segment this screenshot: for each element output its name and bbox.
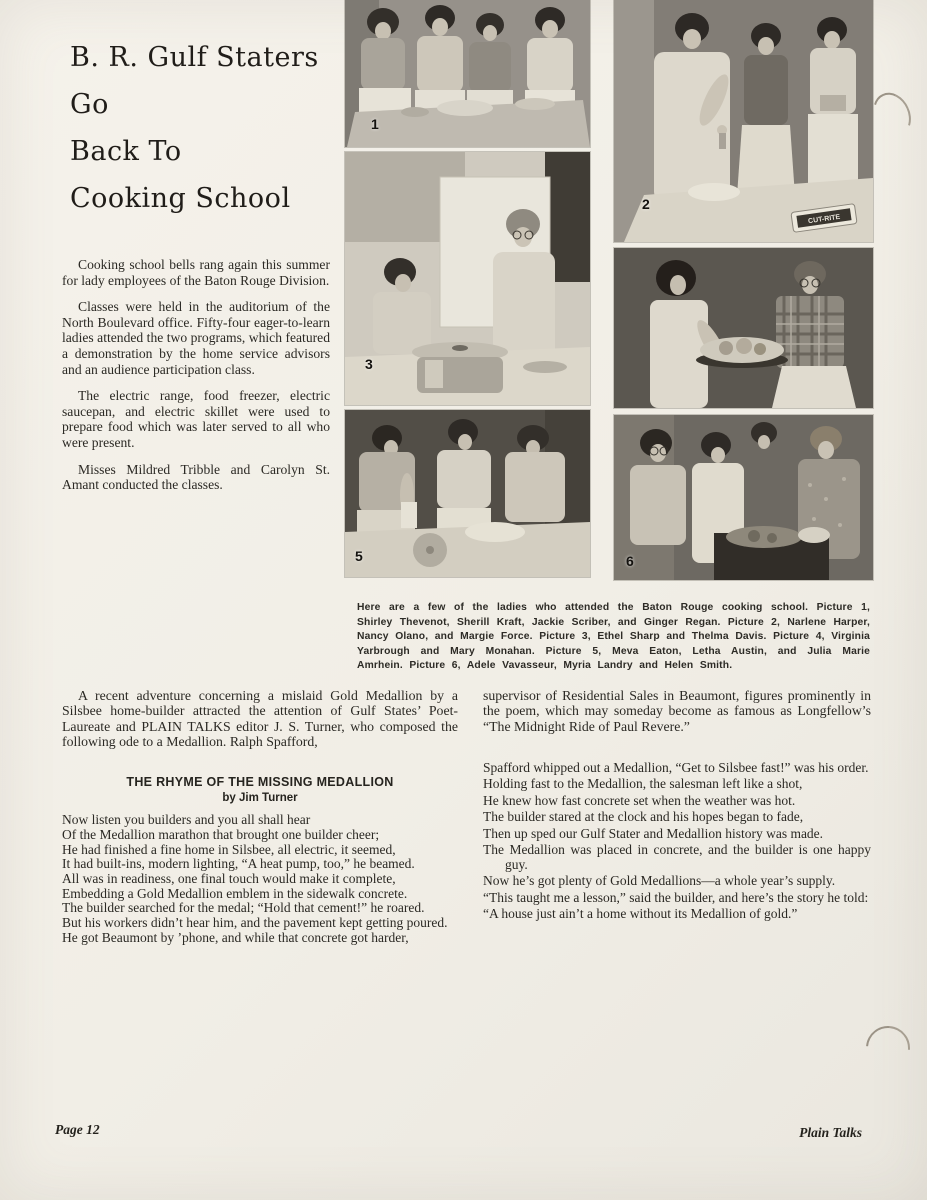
poem-line: The builder searched for the medal; “Hold that cement!” he roared. (62, 900, 425, 916)
photo-number: 6 (626, 553, 634, 569)
photo-5 (345, 410, 590, 577)
photo-4 (614, 248, 873, 408)
poem-line: Of the Medallion marathon that brought one builder cheer; (62, 826, 380, 842)
poem-line: He had finished a fine home in Silsbee, all electric, it seemed, (62, 841, 396, 857)
article-paragraph: Cooking school bells rang again this summer for lady employees of the Baton Rouge Division. (62, 257, 330, 288)
medallion-story-right-column (483, 688, 871, 924)
photo-number: 1 (371, 116, 379, 132)
photo-caption: Here are a few of the ladies who attended the Baton Rouge cooking school. Picture 1, Shirley Thevenot, Sherill Kraft, Jackie Scriber, and Ginger Regan. Picture 2, Narlene Harper, Nancy Olano, and Margie Force. Picture 3, Ethel Sharp and Thelma Davis. Picture 4, Virginia Yarbrough and Mary Monahan. Picture 5, Meva Eaton, Letha Austin, and Julia Marie Amrhein. Picture 6, Adele Vavasseur, Myria Landry and Helen Smith. (357, 602, 870, 671)
poem-line: Embedding a Gold Medallion emblem in the sidewalk concrete. (62, 885, 408, 901)
photo-6-illustration (614, 415, 873, 580)
photo-3 (345, 152, 590, 405)
photo-number: 2 (642, 196, 650, 212)
medallion-story-left-column (62, 688, 458, 946)
poem-line: The Medallion was placed in concrete, and the builder is one happy guy. (483, 842, 871, 872)
poem-line: “This taught me a lesson,” said the builder, and here’s the story he told: (483, 889, 869, 905)
poem-line: He knew how fast concrete set when the weather was hot. (483, 792, 796, 808)
photo-2 (614, 0, 873, 242)
article-paragraph: Misses Mildred Tribble and Carolyn St. Amant conducted the classes. (62, 461, 330, 493)
title-line-3: Back To (70, 136, 182, 167)
title-line-2: Go (70, 89, 109, 120)
article-paragraph: Classes were held in the auditorium of the North Boulevard office. Fifty-four eager-to-learn ladies attended the two programs, which featured a demonstration by the home service advisors and an audience participation class. (62, 299, 330, 377)
photo-number: 5 (355, 548, 363, 564)
title-line-1: B. R. Gulf Staters (70, 42, 319, 73)
poem-line: All was in readiness, one final touch would make it complete, (62, 871, 396, 886)
page-number: Page 12 (55, 1122, 100, 1137)
poem-left-column (62, 813, 458, 945)
poem-line: The builder stared at the clock and his hopes began to fade, (483, 809, 804, 825)
poem-right-column (483, 761, 871, 922)
cutrite-box-label: CUT-RITE (807, 213, 841, 226)
poem-line: Now listen you builders and you all shall hear (62, 812, 311, 828)
cooking-school-article (62, 257, 330, 504)
punch-mark-top (866, 87, 918, 144)
story-intro-left: A recent adventure concerning a mislaid Gold Medallion by a Silsbee home-builder attracted the attention of Gulf States’ Poet-Laureate and PLAIN TALKS editor J. S. Turner, who composed the following ode to a Medallion. Ralph Spafford, (62, 688, 458, 749)
photo-number: 3 (365, 356, 373, 372)
poem-byline: by Jim Turner (222, 792, 298, 805)
poem-line: But his workers didn’t hear him, and the pavement kept getting poured. (62, 915, 448, 931)
photo-3-illustration (345, 152, 590, 405)
poem-title: THE RHYME OF THE MISSING MEDALLION (126, 775, 394, 790)
poem-line: It had built-ins, modern lighting, “A heat pump, too,” he beamed. (62, 856, 415, 872)
poem-line: Then up sped our Gulf Stater and Medallion history was made. (483, 825, 824, 841)
punch-mark-bottom (857, 1017, 919, 1079)
poem-line: Spafford whipped out a Medallion, “Get to Silsbee fast!” was his order. (483, 759, 869, 775)
page-title (70, 34, 370, 222)
publication-name: Plain Talks (799, 1125, 862, 1140)
article-paragraph: The electric range, food freezer, electric saucepan, and electric skillet were used to prepare food which was later served to all who were present. (62, 388, 330, 450)
poem-line: Holding fast to the Medallion, the salesman left like a shot, (483, 776, 803, 792)
photo-1-illustration (345, 0, 590, 147)
poem-line: He got Beaumont by ’phone, and while that concrete got harder, (62, 929, 409, 945)
poem-line: “A house just ain’t a home without its Medallion of gold.” (483, 906, 798, 922)
photo-4-illustration (614, 248, 873, 408)
photo-5-illustration (345, 410, 590, 577)
photo-1 (345, 0, 590, 147)
photo-2-illustration (614, 0, 873, 242)
poem-line: Now he’s got plenty of Gold Medallions—a whole year’s supply. (483, 873, 836, 889)
photo-6 (614, 415, 873, 580)
story-intro-right: supervisor of Residential Sales in Beaumont, figures prominently in the poem, which may someday become as famous as Longfellow’s “The Midnight Ride of Paul Revere.” (483, 688, 871, 734)
title-line-4: Cooking School (70, 183, 291, 214)
